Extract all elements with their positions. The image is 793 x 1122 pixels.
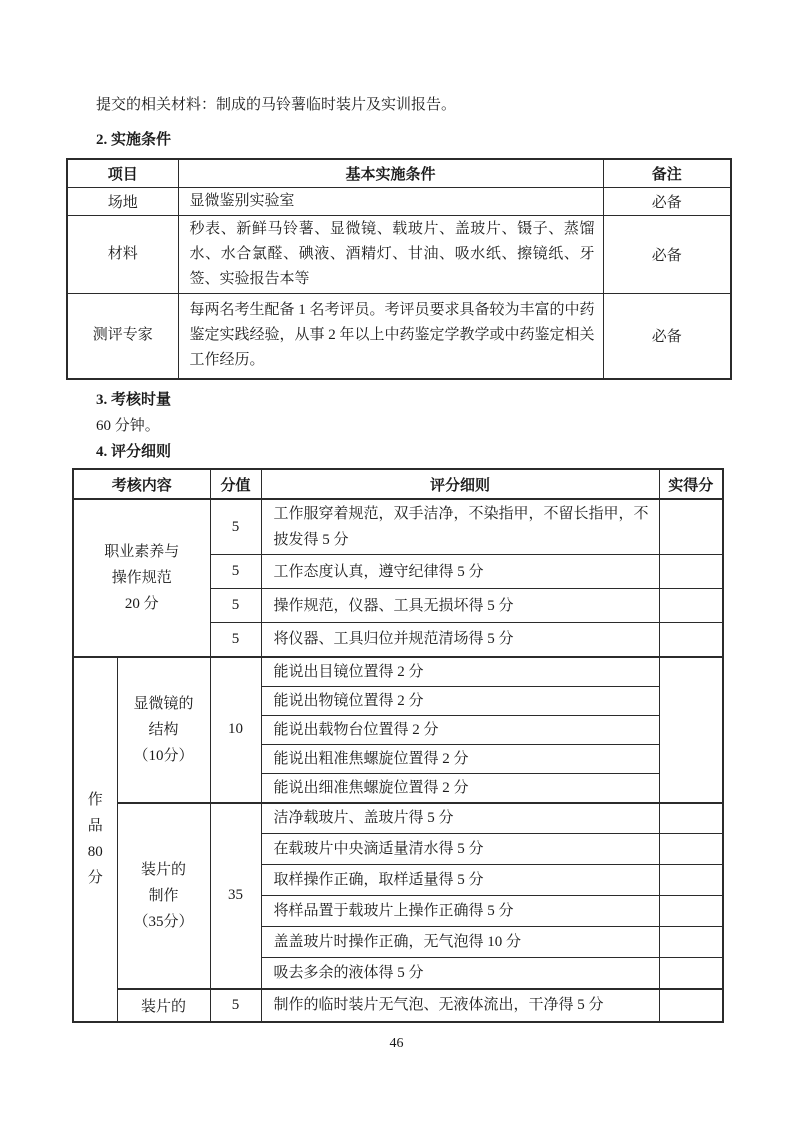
label-line: 20 分	[124, 595, 159, 612]
header-condition: 基本实施条件	[178, 159, 603, 187]
cell-rubric: 取样操作正确，取样适量得 5 分	[261, 865, 659, 896]
cell-rubric: 能说出物镜位置得 2 分	[261, 686, 659, 715]
heading-scoring-rules: 4. 评分细则	[96, 444, 172, 460]
cell-score: 5	[210, 555, 261, 589]
cell-rubric: 工作态度认真，遵守纪律得 5 分	[261, 555, 659, 589]
cell-item: 材料	[67, 215, 178, 293]
cell-actual-score	[659, 499, 723, 555]
cell-score: 5	[210, 589, 261, 623]
label-line: 结构	[148, 721, 179, 738]
subgroup-label-microscope	[117, 657, 210, 803]
vertical-label-char: 品	[87, 817, 103, 834]
cell-rubric: 能说出目镜位置得 2 分	[261, 657, 659, 687]
vertical-label-char: 分	[87, 869, 103, 886]
cell-note: 必备	[603, 187, 731, 215]
cell-condition: 每两名考生配备 1 名考评员。考评员要求具备较为丰富的中药鉴定实践经验，从事 2 年以上中药鉴定学教学或中药鉴定相关工作经历。	[178, 293, 603, 379]
table-row-microscope-1	[73, 657, 723, 687]
cell-rubric: 能说出载物台位置得 2 分	[261, 715, 659, 744]
header-actual-score: 实得分	[659, 469, 723, 499]
cell-actual-score	[659, 958, 723, 989]
table-row-evaluators	[67, 293, 731, 379]
cell-note: 必备	[603, 215, 731, 293]
heading-assessment-duration: 3. 考核时量	[96, 392, 172, 408]
cell-condition: 显微鉴别实验室	[178, 187, 603, 215]
cell-item: 场地	[67, 187, 178, 215]
cell-actual-score	[659, 896, 723, 927]
table-row-final	[73, 989, 723, 1022]
header-note: 备注	[603, 159, 731, 187]
cell-actual-score	[659, 623, 723, 657]
header-score: 分值	[210, 469, 261, 499]
cell-score: 35	[210, 803, 261, 989]
page-number: 46	[389, 1036, 404, 1051]
cell-actual-score	[659, 803, 723, 834]
table-header-row	[67, 159, 731, 187]
cell-rubric: 能说出细准焦螺旋位置得 2 分	[261, 773, 659, 803]
cell-item: 测评专家	[67, 293, 178, 379]
label-line: 装片的	[141, 861, 187, 878]
table-row-mounting-1	[73, 803, 723, 834]
cell-rubric: 制作的临时装片无气泡、无液体流出，干净得 5 分	[261, 989, 659, 1022]
label-line: （35分）	[133, 913, 194, 930]
label-line: 职业素养与	[104, 543, 180, 560]
cell-rubric: 将仪器、工具归位并规范清场得 5 分	[261, 623, 659, 657]
cell-rubric: 工作服穿着规范，双手洁净，不染指甲，不留长指甲，不披发得 5 分	[261, 499, 659, 555]
header-rubric: 评分细则	[261, 469, 659, 499]
cell-condition: 秒表、新鲜马铃薯、显微镜、载玻片、盖玻片、镊子、蒸馏水、水合氯醛、碘液、酒精灯、甘油、吸水纸、擦镜纸、牙签、实验报告本等	[178, 215, 603, 293]
heading-implementation-conditions: 2. 实施条件	[96, 132, 172, 148]
cell-actual-score-merged	[659, 657, 723, 803]
cell-rubric: 将样品置于载玻片上操作正确得 5 分	[261, 896, 659, 927]
duration-text: 60 分钟。	[96, 418, 160, 434]
group-label-professional	[73, 499, 210, 657]
cell-actual-score	[659, 989, 723, 1022]
cell-rubric: 吸去多余的液体得 5 分	[261, 958, 659, 989]
cell-actual-score	[659, 589, 723, 623]
label-line: 显微镜的	[133, 695, 194, 712]
label-line: 操作规范	[111, 569, 172, 586]
vertical-label-char: 80	[87, 843, 103, 860]
table-row-materials	[67, 215, 731, 293]
table-row-site	[67, 187, 731, 215]
cell-rubric: 在载玻片中央滴适量清水得 5 分	[261, 834, 659, 865]
cell-rubric: 洁净载玻片、盖玻片得 5 分	[261, 803, 659, 834]
subgroup-label-mounting	[117, 803, 210, 989]
scoring-rubric-table	[72, 468, 724, 1023]
cell-score: 10	[210, 657, 261, 803]
cell-score: 5	[210, 623, 261, 657]
table-row-professional-1	[73, 499, 723, 555]
cell-rubric: 能说出粗准焦螺旋位置得 2 分	[261, 744, 659, 773]
cell-rubric: 操作规范，仪器、工具无损坏得 5 分	[261, 589, 659, 623]
header-content: 考核内容	[73, 469, 210, 499]
cell-rubric: 盖盖玻片时操作正确，无气泡得 10 分	[261, 927, 659, 958]
cell-actual-score	[659, 927, 723, 958]
vertical-label-char: 作	[87, 791, 103, 808]
cell-score: 5	[210, 499, 261, 555]
cell-actual-score	[659, 865, 723, 896]
subgroup-label-final: 装片的	[117, 989, 210, 1022]
cell-actual-score	[659, 834, 723, 865]
group-label-works-vertical	[73, 657, 117, 1022]
cell-actual-score	[659, 555, 723, 589]
cell-score: 5	[210, 989, 261, 1022]
cell-note: 必备	[603, 293, 731, 379]
table-header-row	[73, 469, 723, 499]
label-line: 制作	[148, 887, 179, 904]
intro-paragraph: 提交的相关材料：制成的马铃薯临时装片及实训报告。	[96, 97, 457, 113]
header-item: 项目	[67, 159, 178, 187]
label-line: （10分）	[133, 747, 194, 764]
implementation-conditions-table	[66, 158, 732, 380]
